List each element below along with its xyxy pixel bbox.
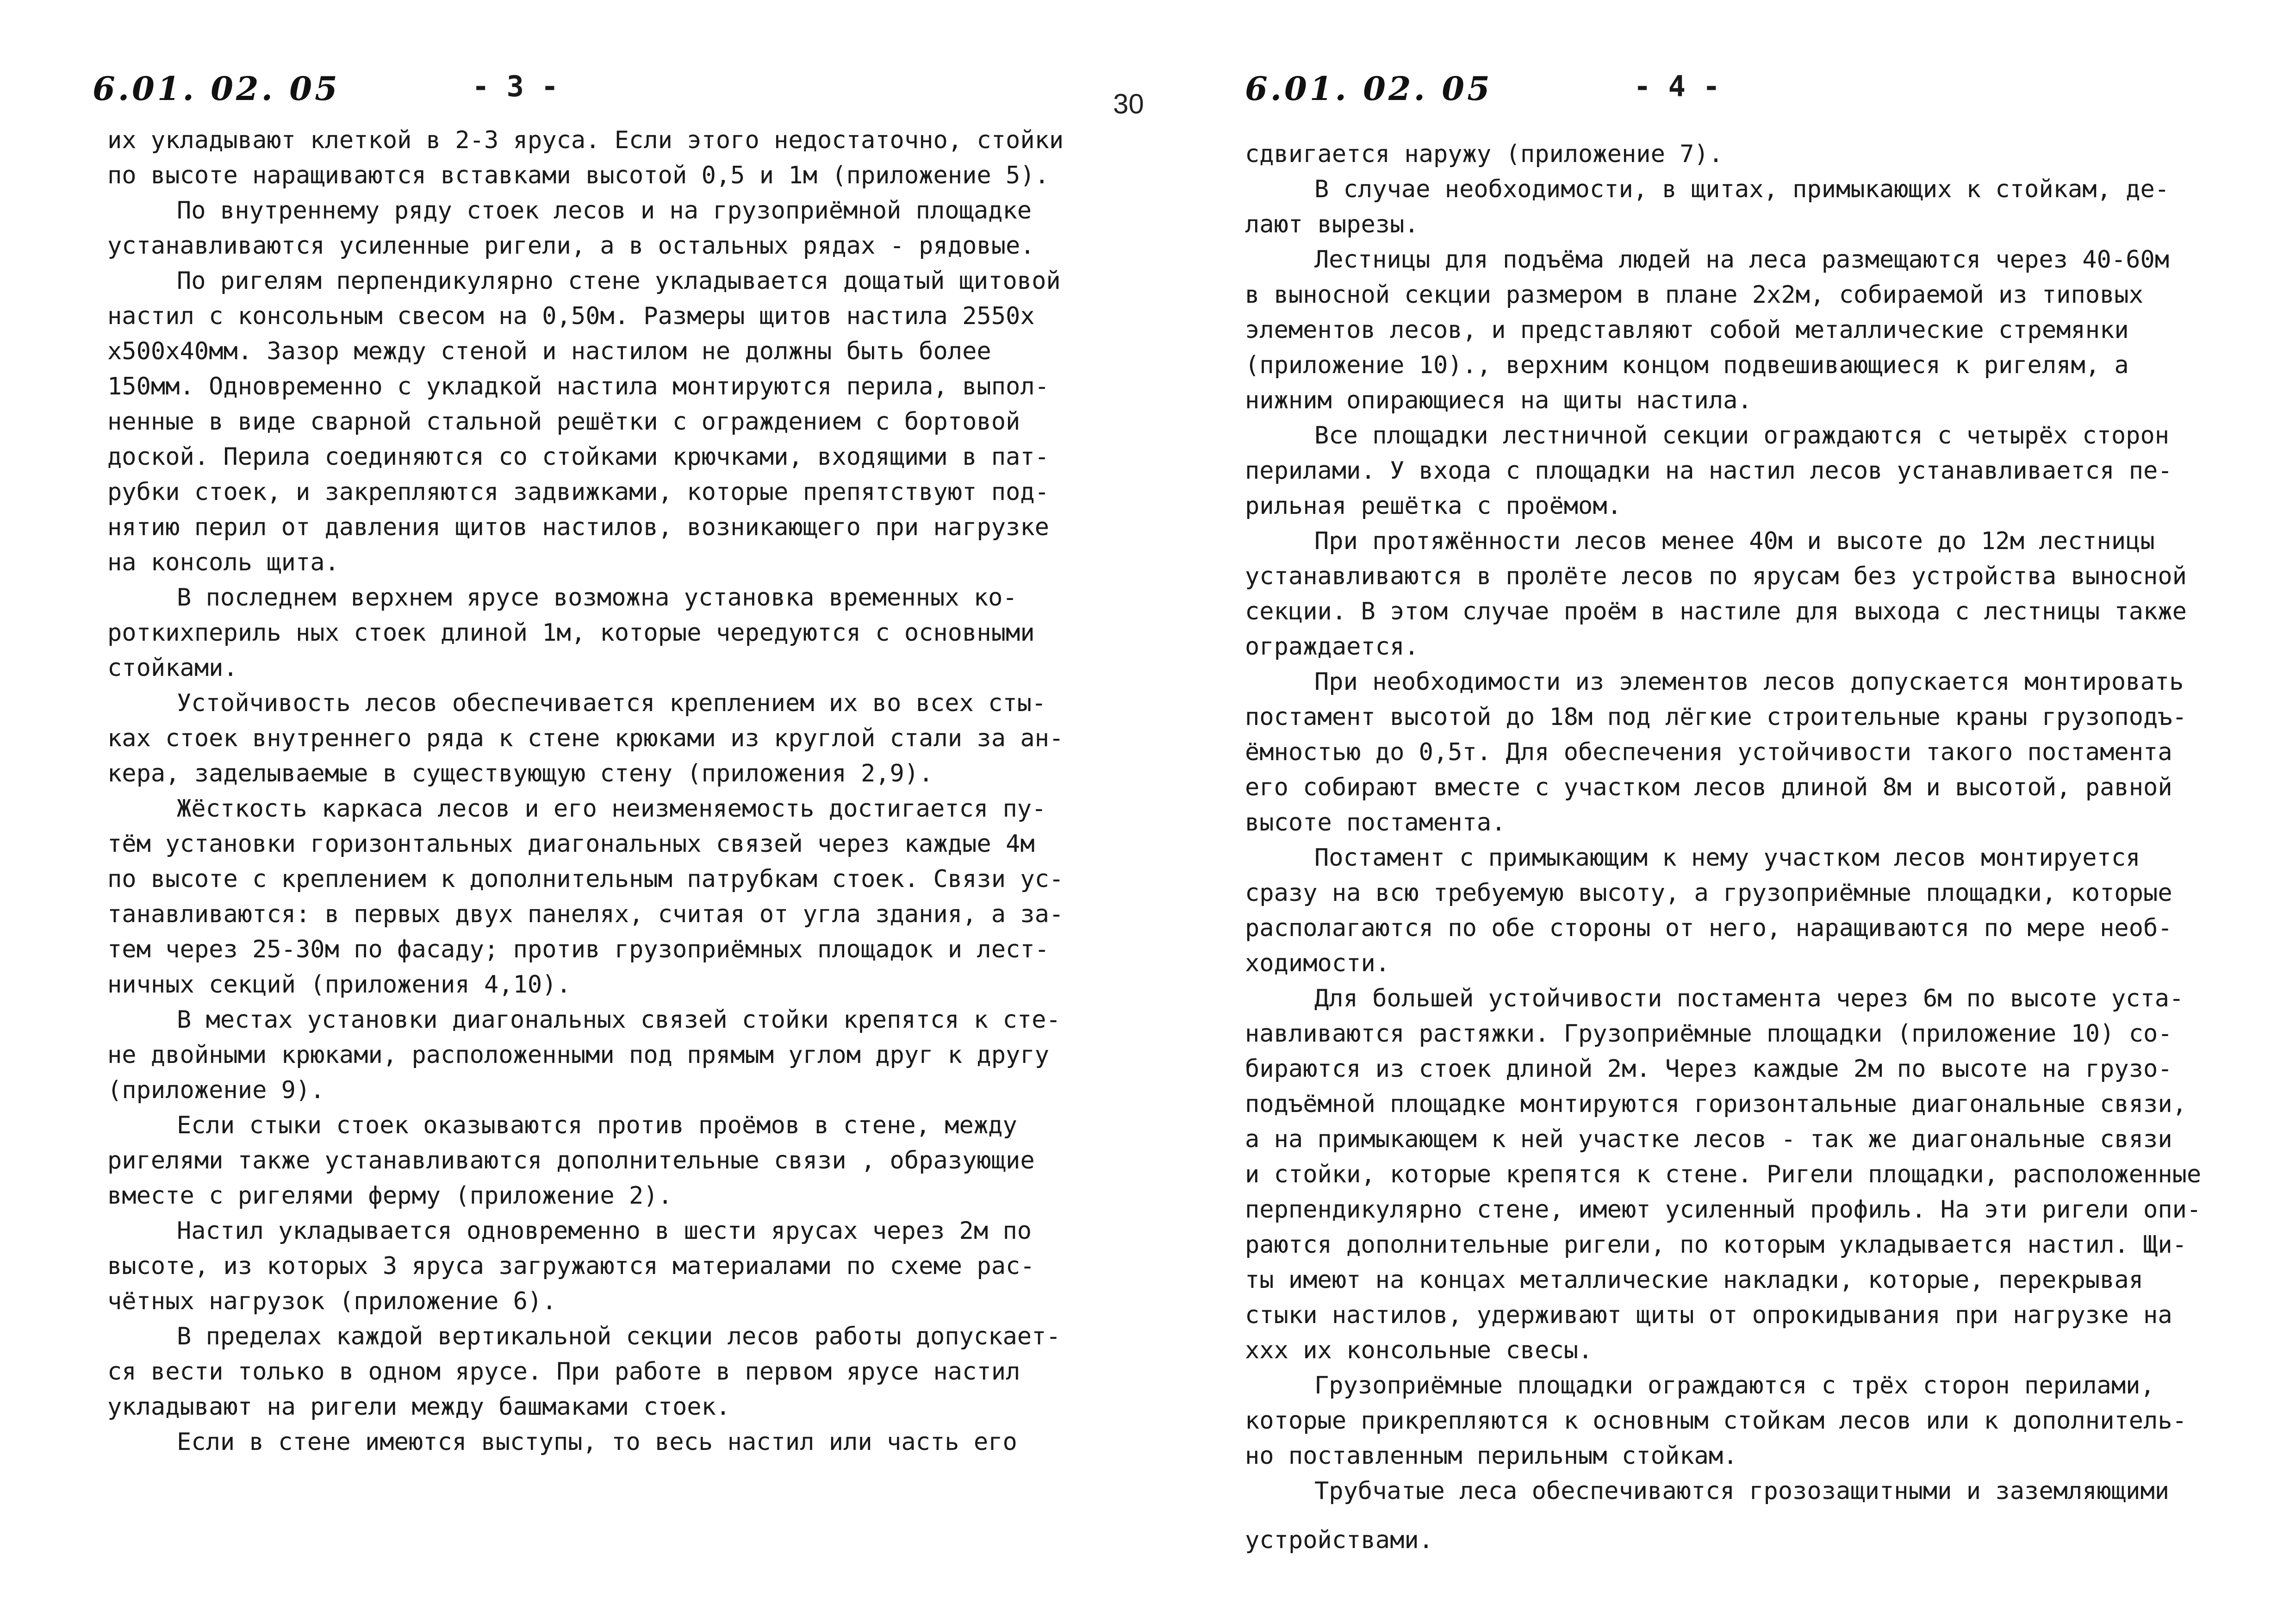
text-line: х500х40мм. Зазор между стеной и настилом не должны быть более bbox=[107, 337, 991, 365]
page-body bbox=[1245, 137, 2201, 1558]
text-line: сразу на всю требуемую высоту, а грузоприёмные площадки, которые bbox=[1245, 879, 2172, 907]
text-line: подъёмной площадке монтируются горизонтальные диагональные связи, bbox=[1245, 1090, 2187, 1118]
text-line: ригелями также устанавливаются дополнительные связи , образующие bbox=[107, 1147, 1035, 1174]
text-line: Грузоприёмные площадки ограждаются с трёх сторон перилами, bbox=[1314, 1372, 2155, 1399]
text-line: рильная решётка с проёмом. bbox=[1245, 492, 1622, 520]
text-line: Устойчивость лесов обеспечивается креплением их во всех сты- bbox=[177, 689, 1046, 717]
text-line: настил с консольным свесом на 0,50м. Размеры щитов настила 2550х bbox=[107, 302, 1035, 330]
text-line: рубки стоек, и закрепляются задвижками, которые препятствуют под- bbox=[107, 478, 1049, 506]
text-line: Если стыки стоек оказываются против проёмов в стене, между bbox=[177, 1112, 1017, 1139]
document-code: 6.01. 02. 05 bbox=[93, 69, 340, 108]
right-page bbox=[1148, 0, 2296, 1624]
text-line: тем через 25-30м по фасаду; против грузоприёмных площадок и лест- bbox=[107, 936, 1049, 963]
text-line: чётных нагрузок (приложение 6). bbox=[107, 1287, 557, 1315]
text-line: стойками. bbox=[107, 654, 238, 682]
text-line: Жёсткость каркаса лесов и его неизменяемость достигается пу- bbox=[177, 795, 1046, 823]
text-line: При необходимости из элементов лесов допускается монтировать bbox=[1314, 668, 2184, 696]
text-line: секции. В этом случае проём в настиле для выхода с лестницы также bbox=[1245, 598, 2187, 625]
text-line: По ригелям перпендикулярно стене укладывается дощатый щитовой bbox=[177, 267, 1061, 295]
text-line: По внутреннему ряду стоек лесов и на грузоприёмной площадке bbox=[177, 197, 1032, 225]
text-line: их укладывают клеткой в 2-3 яруса. Если этого недостаточно, стойки bbox=[107, 126, 1064, 154]
text-line: ххх их консольные свесы. bbox=[1245, 1337, 1593, 1364]
text-line: ходимости. bbox=[1245, 949, 1390, 977]
text-line: (приложение 10)., верхним концом подвешивающиеся к ригелям, а bbox=[1245, 351, 2129, 379]
text-line: нижним опирающиеся на щиты настила. bbox=[1245, 387, 1752, 414]
text-line: располагаются по обе стороны от него, наращиваются по мере необ- bbox=[1245, 914, 2172, 942]
text-line: В случае необходимости, в щитах, примыкающих к стойкам, де- bbox=[1314, 175, 2170, 203]
text-line: его собирают вместе с участком лесов длиной 8м и высотой, равной bbox=[1245, 774, 2172, 801]
text-line: не двойными крюками, расположенными под прямым углом друг к другу bbox=[107, 1041, 1049, 1069]
text-line: ках стоек внутреннего ряда к стене крюками из круглой стали за ан- bbox=[107, 725, 1064, 752]
text-line: тём установки горизонтальных диагональных связей через каждые 4м bbox=[107, 830, 1035, 858]
text-line: ненные в виде сварной стальной решётки с ограждением с бортовой bbox=[107, 408, 1020, 436]
text-line: танавливаются: в первых двух панелях, считая от угла здания, а за- bbox=[107, 900, 1064, 928]
text-line: стыки настилов, удерживают щиты от опрокидывания при нагрузке на bbox=[1245, 1301, 2172, 1329]
text-line: бираются из стоек длиной 2м. Через каждые 2м по высоте на грузо- bbox=[1245, 1055, 2172, 1083]
text-line: (приложение 9). bbox=[107, 1076, 325, 1104]
page-number: - 3 - bbox=[472, 69, 559, 103]
text-line: но поставленным перильным стойкам. bbox=[1245, 1442, 1738, 1470]
text-line: высоте, из которых 3 яруса загружаются материалами по схеме рас- bbox=[107, 1252, 1035, 1280]
text-line: устанавливаются в пролёте лесов по ярусам без устройства выносной bbox=[1245, 562, 2187, 590]
text-line: устройствами. bbox=[1245, 1526, 1433, 1554]
text-line: нятию перил от давления щитов настилов, возникающего при нагрузке bbox=[107, 513, 1049, 541]
text-line: кера, заделываемые в существующую стену (приложения 2,9). bbox=[107, 760, 933, 787]
text-line: устанавливаются усиленные ригели, а в остальных рядах - рядовые. bbox=[107, 232, 1035, 260]
text-line: Настил укладывается одновременно в шести ярусах через 2м по bbox=[177, 1217, 1032, 1245]
text-line: В местах установки диагональных связей стойки крепятся к сте- bbox=[177, 1006, 1061, 1034]
text-line: 150мм. Одновременно с укладкой настила монтируются перила, выпол- bbox=[107, 373, 1049, 400]
text-line: доской. Перила соединяются со стойками крючками, входящими в пат- bbox=[107, 443, 1049, 471]
page-body bbox=[107, 123, 1064, 1460]
text-line: которые прикрепляются к основным стойкам лесов или к дополнитель- bbox=[1245, 1407, 2187, 1435]
text-line: Все площадки лестничной секции ограждаются с четырёх сторон bbox=[1314, 422, 2170, 450]
text-line: вместе с ригелями ферму (приложение 2). bbox=[107, 1182, 672, 1210]
text-line: Если в стене имеются выступы, то весь настил или часть его bbox=[177, 1428, 1017, 1456]
text-line: перпендикулярно стене, имеют усиленный профиль. На эти ригели опи- bbox=[1245, 1196, 2202, 1224]
text-line: ограждается. bbox=[1245, 633, 1419, 661]
text-line: В последнем верхнем ярусе возможна установка временных ко- bbox=[177, 584, 1017, 612]
text-line: Для большей устойчивости постамента через 6м по высоте уста- bbox=[1314, 985, 2184, 1012]
text-line: ты имеют на концах металлические накладки, которые, перекрывая bbox=[1245, 1266, 2144, 1294]
text-line: постамент высотой до 18м под лёгкие строительные краны грузоподъ- bbox=[1245, 703, 2187, 731]
text-line: лают вырезы. bbox=[1245, 211, 1419, 238]
page-number: - 4 - bbox=[1634, 69, 1720, 103]
text-line: Трубчатые леса обеспечиваются грозозащитными и заземляющими bbox=[1314, 1477, 2170, 1505]
text-line: ся вести только в одном ярусе. При работе в первом ярусе настил bbox=[107, 1358, 1020, 1386]
text-line: а на примыкающем к ней участке лесов - так же диагональные связи bbox=[1245, 1125, 2172, 1153]
text-line: ёмностью до 0,5т. Для обеспечения устойчивости такого постамента bbox=[1245, 738, 2172, 766]
text-line: сдвигается наружу (приложение 7). bbox=[1245, 140, 1724, 168]
text-line: в выносной секции размером в плане 2х2м, собираемой из типовых bbox=[1245, 281, 2144, 309]
text-line: При протяжённости лесов менее 40м и высоте до 12м лестницы bbox=[1314, 527, 2155, 555]
text-line: ничных секций (приложения 4,10). bbox=[107, 971, 571, 999]
text-line: по высоте с креплением к дополнительным патрубкам стоек. Связи ус- bbox=[107, 865, 1064, 893]
document-code: 6.01. 02. 05 bbox=[1245, 69, 1493, 108]
text-line: навливаются растяжки. Грузоприёмные площадки (приложение 10) со- bbox=[1245, 1020, 2172, 1048]
sheet-number: 30 bbox=[1113, 88, 1144, 119]
text-line: и стойки, которые крепятся к стене. Ригели площадки, расположенные bbox=[1245, 1161, 2202, 1188]
text-line: раются дополнительные ригели, по которым укладывается настил. Щи- bbox=[1245, 1231, 2187, 1259]
text-line: элементов лесов, и представляют собой металлические стремянки bbox=[1245, 316, 2129, 344]
text-line: Постамент с примыкающим к нему участком лесов монтируется bbox=[1314, 844, 2140, 872]
text-line: высоте постамента. bbox=[1245, 809, 1506, 837]
text-line: перилами. У входа с площадки на настил лесов устанавливается пе- bbox=[1245, 457, 2172, 485]
text-line: укладывают на ригели между башмаками стоек. bbox=[107, 1393, 731, 1421]
text-line: Лестницы для подъёма людей на леса размещаются через 40-60м bbox=[1314, 246, 2170, 274]
text-line: В пределах каждой вертикальной секции лесов работы допускает- bbox=[177, 1323, 1061, 1350]
text-line: по высоте наращиваются вставками высотой 0,5 и 1м (приложение 5). bbox=[107, 162, 1049, 189]
text-line: на консоль щита. bbox=[107, 549, 339, 576]
text-line: роткихпериль ных стоек длиной 1м, которые чередуются с основными bbox=[107, 619, 1035, 647]
